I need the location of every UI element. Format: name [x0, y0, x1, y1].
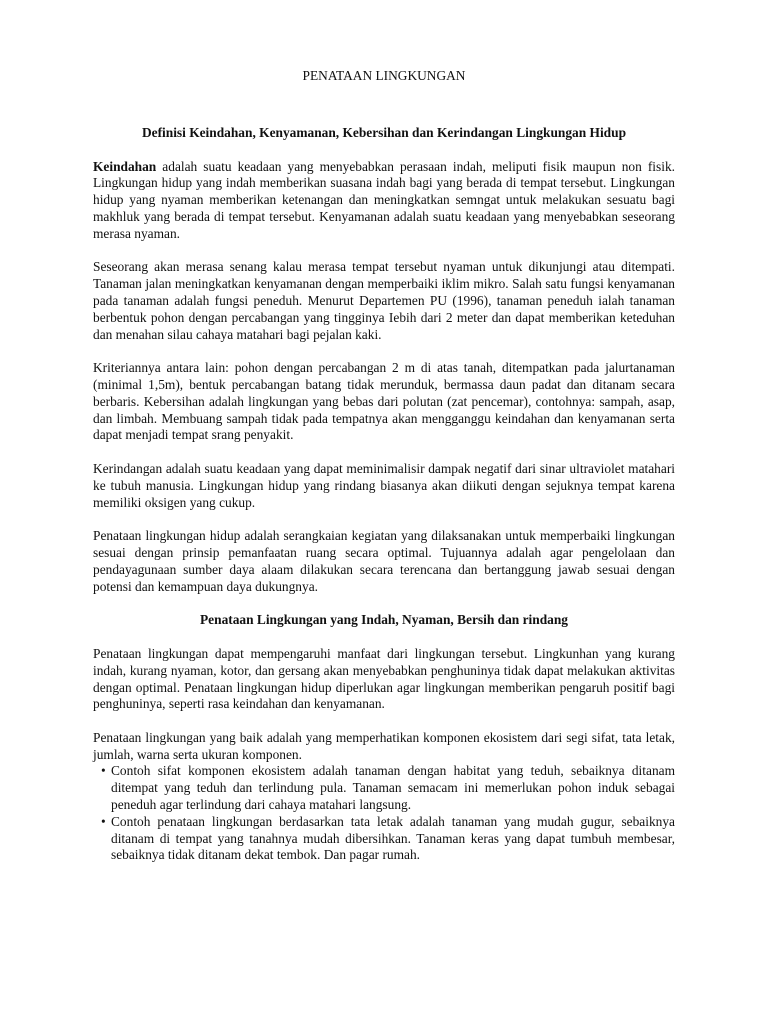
document-title: PENATAAN LINGKUNGAN [302, 68, 466, 83]
paragraph-kenyamanan: Seseorang akan merasa senang kalau merasa tempat tersebut nyaman untuk dikunjungi atau ditempati. Tanaman jalan meningkatkan kenyamanan dengan memperbaiki iklim mikro. Salah satu fungsi kenyamanan pada tanaman adalah fungsi peneduh. Menurut Departemen PU (1996), tanaman peneduh ialah tanaman berbentuk pohon dengan percabangan yang tingginya Iebih dari 2 meter dan dapat memberikan keteduhan dan menahan silau cahaya matahari bagi pejalan kaki. [93, 259, 675, 342]
list-item-text: Contoh penataan lingkungan berdasarkan tata letak adalah tanaman yang mudah gugur, sebaiknya ditanam di tempat yang tanahnya mudah dibersihkan. Tanaman keras yang dapat tumbuh membesar, sebaiknya tidak ditanam dekat tembok. Dan pagar rumah. [111, 813, 675, 863]
bullet-icon: • [101, 813, 106, 829]
section-heading-definitions: Definisi Keindahan, Kenyamanan, Kebersihan dan Kerindangan Lingkungan Hidup [141, 124, 627, 140]
paragraph-komponen: Penataan lingkungan yang baik adalah yang memperhatikan komponen ekosistem dari segi sifat, tata letak, jumlah, warna serta ukuran komponen. [93, 729, 675, 762]
list-item [93, 814, 675, 864]
paragraph-penataan: Penataan lingkungan hidup adalah serangkaian kegiatan yang dilaksanakan untuk memperbaiki lingkungan sesuai dengan prinsip pemanfaatan ruang secara optimal. Tujuannya adalah agar pengelolaan dan pendayagunaan sumber daya alaam dilakukan secara terencana dan bertanggung jawab sesuai dengan potensi dan kemampuan daya dukungnya. [93, 528, 675, 594]
bullet-list [93, 763, 675, 864]
paragraph-keindahan [93, 159, 675, 243]
list-item [93, 763, 675, 813]
paragraph-kerindangan: Kerindangan adalah suatu keadaan yang dapat meminimalisir dampak negatif dari sinar ultraviolet matahari ke tubuh manusia. Lingkungan hidup yang rindang biasanya akan diikuti dengan sejuknya tempat karena memiliki oksigen yang cukup. [93, 460, 675, 510]
bullet-icon: • [101, 763, 106, 779]
paragraph-kriteria: Kriteriannya antara lain: pohon dengan percabangan 2 m di atas tanah, ditempatkan pada jalurtanaman (minimal 1,5m), bentuk percabangan batang tidak merunduk, bermassa daun padat dan ditanam secara berbaris. Kebersihan adalah lingkungan yang bebas dari polutan (zat pencemar), contohnya: sampah, asap, dan limbah. Membuang sampah tidak pada tempatnya akan mengganggu keindahan dan kenyamanan serta dapat menjadi tempat srang penyakit. [93, 360, 675, 443]
section-heading-penataan: Penataan Lingkungan yang Indah, Nyaman, Bersih dan rindang [200, 612, 568, 628]
document-page [93, 68, 675, 864]
term-keindahan: Keindahan [93, 158, 157, 174]
list-item-text: Contoh sifat komponen ekosistem adalah tanaman dengan habitat yang teduh, sebaiknya ditanam ditempat yang teduh dan terlindung pula. Tanaman semacam ini memerlukan pohon induk sebagai peneduh agar terlindung dari cahaya matahari langsung. [111, 763, 675, 813]
paragraph-manfaat: Penataan lingkungan dapat mempengaruhi manfaat dari lingkungan tersebut. Lingkunhan yang kurang indah, kurang nyaman, kotor, dan gersang akan menyebabkan penghuninya tidak dapat melakukan aktivitas dengan optimal. Penataan lingkungan hidup diperlukan agar lingkungan memberikan pengaruh positif bagi penghuninya, seperti rasa keindahan dan kenyamanan. [93, 645, 675, 712]
paragraph-keindahan-text: adalah suatu keadaan yang menyebabkan perasaan indah, meliputi fisik maupun non fisik. Lingkungan hidup yang indah memberikan suasana indah bagi yang berada di tempat tersebut. Lingkungan hidup yang nyaman memberikan ketenangan dan meningkatkan semngat untuk melakukan sesuatu bagi makhluk yang berada di tempat tersebut. Kenyamanan adalah suatu keadaan yang menyebabkan seseorang merasa nyaman. [93, 158, 675, 241]
